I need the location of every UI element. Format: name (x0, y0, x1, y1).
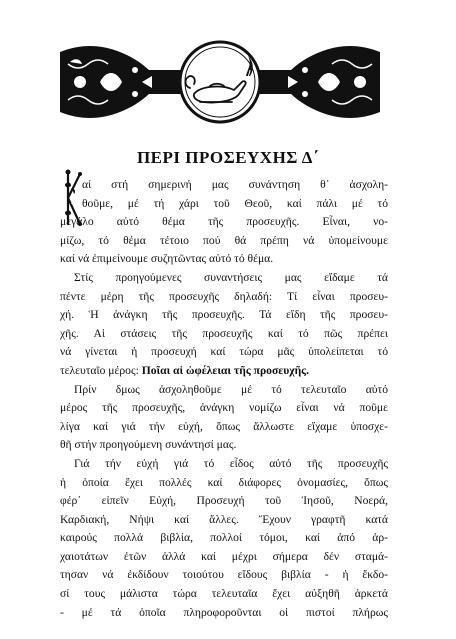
text-line: Καρδιακή, Νήψι καί ἄλλες. Ἔχουν γραφτῆ κατά (60, 512, 388, 526)
drop-cap-letter: Κ (70, 199, 76, 206)
text-line: χαιοτάτων ἐτῶν ἀλλά καί μέχρι σήμερα δέν σταμά- (60, 549, 388, 563)
text-line: Γιά τήν εὐχή γιά τό εἶδος αὐτό τῆς προσευχῆς (74, 456, 388, 470)
text-line: σί τους μάλιστα τώρα τελευταῖα ἔχει αὐξηθῆ ἀρκετά (60, 587, 388, 601)
text-line: μεγάλο αὐτό θέμα τῆς προσευχῆς. Εἶναι, νο- (60, 215, 388, 229)
text-line: θῆ στήν προηγούμενη συνάντησί μας. (60, 438, 237, 452)
text-line: θοῦμε, μέ τή χάρι τοῦ Θεοῦ, καί πάλι μέ τό (82, 196, 388, 210)
text-line: φέρ᾽ εἰπεῖν Εὐχή, Προσευχή τοῦ Ἰησοῦ, Νοερά, (60, 494, 388, 508)
text-fragment: τελευταῖο μέρος: (60, 363, 142, 377)
text-line: αί στή σημερινή μας συνάντηση θ᾽ ἀσχολη- (82, 178, 388, 191)
text-line: χῆς. Αἱ στάσεις τῆς προσευχῆς καί τό πῶς πρέπει (60, 326, 388, 340)
text-line: καί νά ἐπιμείνουμε συζητῶντας αὐτό τό θέμα. (60, 252, 274, 266)
text-line: τησαν νά ἐκδίδουν τοιούτου εἴδους βιβλία - ἡ ἔκδο- (60, 568, 388, 582)
text-line: λίγα καί γιά τήν εὐχή, ὅπως ἄλλωστε εἴχαμε ὑποσχε- (60, 419, 388, 433)
text-line: μέρος τῆς προσευχῆς, ἀνάγκη νομίζω εἶναι νά ποῦμε (60, 401, 388, 415)
text-line (60, 362, 388, 381)
text-line: Πρίν δμως ἀσχοληθοῦμε μέ τό τελευταῖο αὐτό (74, 382, 388, 396)
page-title: ΠΕΡΙ ΠΡΟΣΕΥΧΗΣ Δ΄ (136, 148, 320, 167)
text-line: μίζω, τό θέμα τέτοιο πού θά πρέπη νά ὑπομείνουμε (60, 233, 388, 247)
text-line: νά γίνεται ἡ προσευχή καί τώρα μᾶς ὑπολείπεται τό (60, 345, 388, 359)
body-text (60, 176, 388, 622)
text-line: Στίς προηγούμενες συναντήσεις μας εἴδαμε τά (74, 270, 388, 284)
text-line: - μέ τά ὁποῖα πληροφοροῦνται οἱ πιστοί πλήρως (60, 605, 388, 619)
text-line: καιρούς πολλά βιβλία, πολλοί τόμοι, καί ἀπό ἀρ- (60, 531, 388, 545)
text-line: πέντε μέρη τῆς προσευχῆς δηλαδή: Τί εἶναι προσευ- (60, 289, 388, 303)
oil-lamp-floral-ornament-icon (60, 40, 380, 124)
bold-phrase: Ποῖαι αἱ ὠφέλειαι τῆς προσευχῆς. (141, 363, 309, 377)
text-line: ἡ ὁποία ἔχει πολλές καί διάφορες ὀνομασίες, ὅπως (60, 475, 388, 489)
text-line: χή. Ἡ ἀνάγκη τῆς προσευχῆς. Τά εἴδη τῆς προσευ- (60, 308, 388, 322)
